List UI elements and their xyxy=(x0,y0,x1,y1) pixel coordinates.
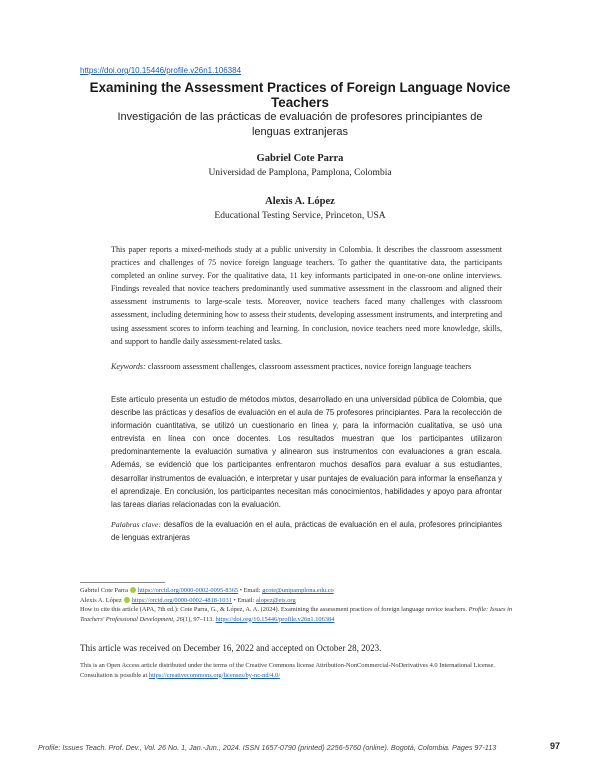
author-name: Gabriel Cote Parra xyxy=(256,153,344,164)
footnote-divider xyxy=(80,582,165,583)
author-block-2 xyxy=(100,196,500,221)
author-note-name: Alexis A. López xyxy=(80,597,122,604)
keywords-spanish xyxy=(111,518,502,544)
article-subtitle: Investigación de las prácticas de evaluación de profesores principiantes de lenguas extranjeras xyxy=(117,111,483,138)
citation-issue: (1), 97–113. xyxy=(182,615,214,623)
citation-note xyxy=(80,605,520,624)
license-text: This is an Open Access article distributed under the terms of the Creative Commons license Attribution-NonCommercial-NoDerivatives 4.0 International License. Consultation is possible at xyxy=(80,662,495,679)
citation-journal: Profile: Issues in Teachers' Professional Development, 26 xyxy=(80,606,513,623)
email-label: • Email: xyxy=(231,597,255,604)
keywords-label: Palabras clave: xyxy=(111,520,161,529)
orcid-link[interactable]: https://orcid.org/0000-0002-4818-1031 xyxy=(131,597,232,604)
keywords-english xyxy=(111,360,502,373)
running-footer: Profile: Issues Teach. Prof. Dev., Vol. 26 No. 1, Jan.-Jun., 2024. ISSN 1657-0790 (printed) 2256-5760 (online). Bogotá, Colombia. Pages 97-113 xyxy=(38,743,497,752)
abstract-english: This paper reports a mixed-methods study at a public university in Colombia. It describes the classroom assessment practices and challenges of 75 novice foreign language teachers. To gather the quantitative data, the participants completed an online survey. For the qualitative data, 11 key informants participated in one-on-one online interviews. Findings revealed that novice teachers predominantly used summative assessment in the classroom and aligned their assessment instruments to large-scale tests. Moreover, novice teachers faced many challenges with classroom assessment, including determining how to assess their students, developing assessment instruments, and interpreting and using assessment scores to inform teaching and learning. In conclusion, novice teachers need more knowledge, skills, and support to handle daily assessment-related tasks. xyxy=(111,245,502,346)
page-number: 97 xyxy=(550,741,561,751)
citation-intro: How to cite this article (APA, 7th ed.): Cote Parra, G., & López, A. A. (2024). Examining the assessment practices of foreign language novice teachers. xyxy=(80,606,467,613)
license-link[interactable]: https://creativecommons.org/licenses/by-nc-nd/4.0/ xyxy=(148,671,281,679)
author-affiliation: Universidad de Pamplona, Pamplona, Colombia xyxy=(208,168,392,178)
author-note-1 xyxy=(80,586,520,596)
abstract-spanish: Este artículo presenta un estudio de métodos mixtos, desarrollado en una universidad pública de Colombia, que describe las prácticas y desafíos de evaluación en el aula de 75 profesores principiantes. Para la recolección de información cuantitativa, se utilizó un cuestionario en línea y, para la información cualitativa, se usó una entrevista en línea con once docentes. Los resultados muestran que los participantes utilizaron predominantemente la evaluación sumativa y alinearon sus instrumentos con evaluaciones a gran escala. Además, se evidenció que los participantes enfrentaron muchos desafíos para evaluar a sus estudiantes, desarrollar instrumentos de evaluación, e interpretar y usar puntajes de evaluación para informar la enseñanza y el aprendizaje. En conclusión, los participantes necesitan más conocimientos, habilidades y apoyo para afrontar las tareas diarias relacionadas con la evaluación. xyxy=(111,395,502,509)
citation-link[interactable]: https://doi.org/10.15446/profile.v26n1.106384 xyxy=(215,615,335,623)
author-name: Alexis A. López xyxy=(265,196,335,207)
orcid-icon xyxy=(130,587,136,593)
email-label: • Email: xyxy=(238,587,261,594)
received-note: This article was received on December 16, 2022 and accepted on October 28, 2023. xyxy=(80,643,382,653)
license-note xyxy=(80,661,520,680)
keywords-text: classroom assessment challenges, classroom assessment practices, novice foreign language teachers xyxy=(147,362,472,371)
orcid-link[interactable]: https://orcid.org/0000-0002-0095-8365 xyxy=(137,587,239,594)
orcid-icon xyxy=(124,597,130,603)
author-block-1 xyxy=(100,153,500,178)
author-note-name: Gabriel Cote Parra xyxy=(80,587,128,594)
keywords-text: desafíos de la evaluación en el aula, prácticas de evaluación en el aula, profesores principiantes de lenguas extranjeras xyxy=(111,520,502,543)
author-affiliation: Educational Testing Service, Princeton, USA xyxy=(214,211,386,221)
doi-link[interactable]: https://doi.org/10.15446/profile.v26n1.106384 xyxy=(80,66,242,75)
article-title: Examining the Assessment Practices of Foreign Language Novice Teachers xyxy=(89,80,511,110)
email-link[interactable]: gcote@unipamplona.edu.co xyxy=(262,587,334,594)
email-link[interactable]: alopez@ets.org xyxy=(255,597,296,604)
keywords-label: Keywords: xyxy=(111,362,146,371)
